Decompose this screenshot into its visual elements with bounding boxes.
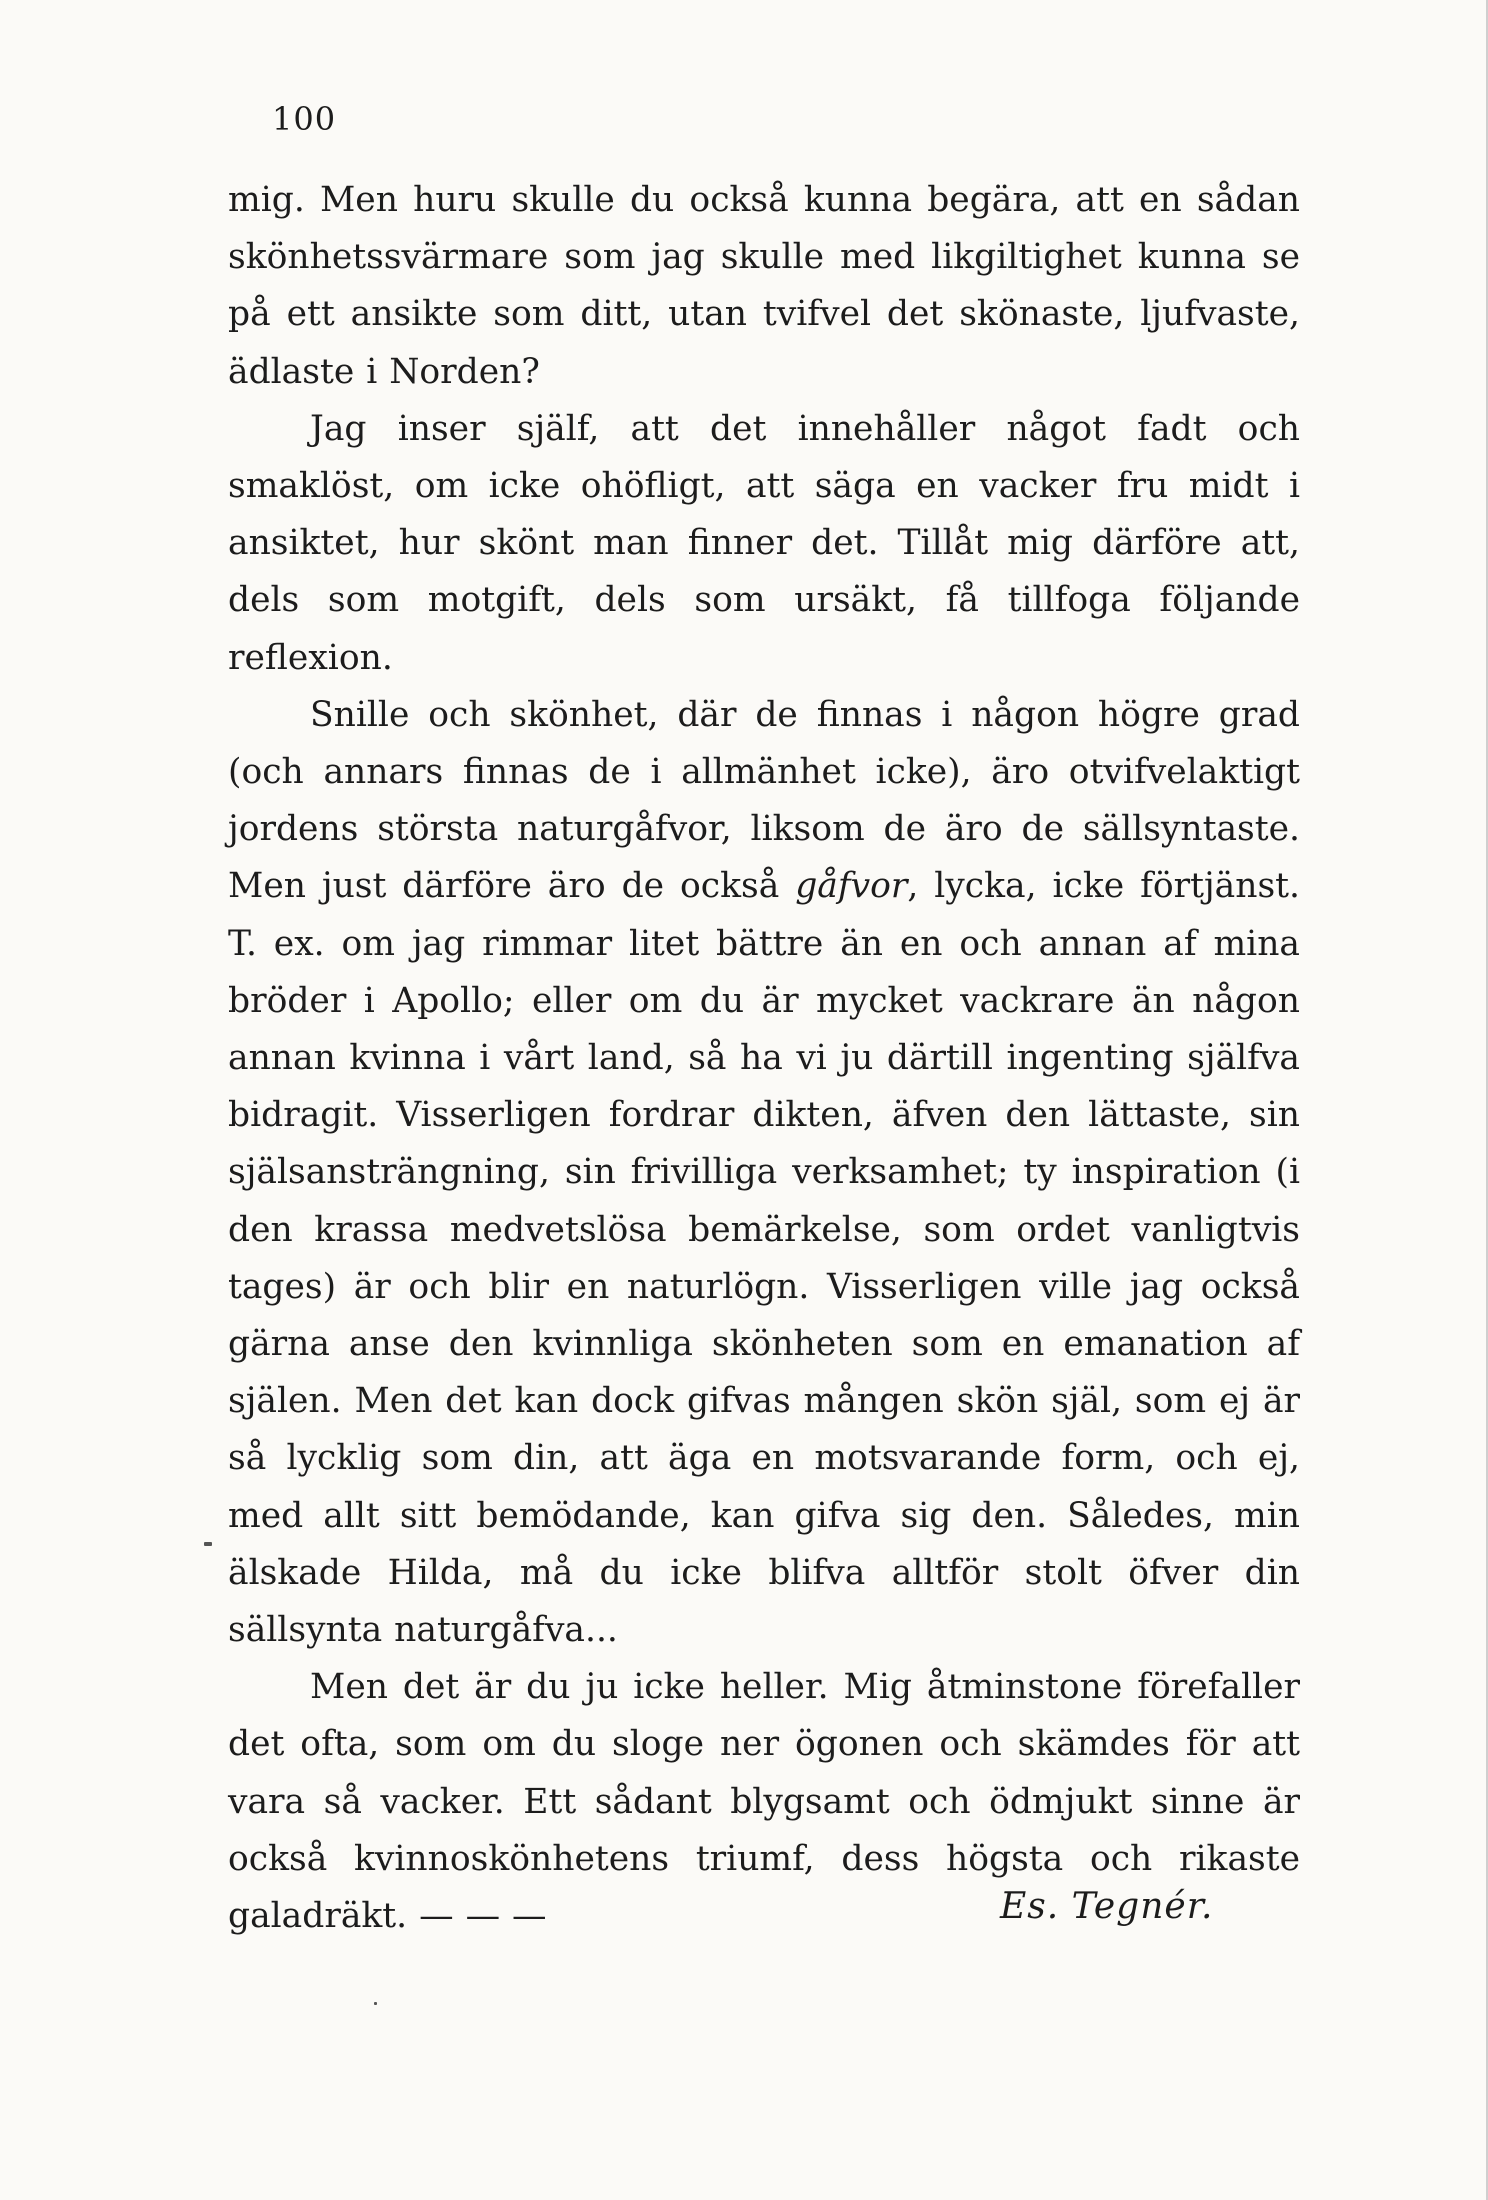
paragraph-1-text: mig. Men huru skulle du också kunna begära, att en sådan skönhetssvärmare som jag skulle med likgiltighet kunna se på ett ansikte som ditt, utan tvifvel det skönaste, ljufvaste, ädlaste i Norden? — [228, 180, 1300, 392]
paragraph-4-text: Men det är du ju icke heller. Mig åtminstone förefaller det ofta, som om du sloge ner ögonen och skämdes för att vara så vacker. Ett sådant blygsamt och ödmjukt sinne är också kvinnoskönhetens triumf, dess högsta och rikaste galadräkt. — — — — [228, 1667, 1300, 1937]
author-signature: Es. Tegnér. — [1000, 1886, 1214, 1927]
page-number: 100 — [272, 100, 337, 138]
paragraph-2-text: Jag inser själf, att det innehåller något fadt och smaklöst, om icke ohöfligt, att säga en vacker fru midt i ansiktet, hur skönt man finner det. Tillåt mig därföre att, dels som motgift, dels som ursäkt, få tillfoga följande reflexion. — [228, 408, 1300, 678]
paragraph-2 — [228, 401, 1300, 687]
speck — [374, 2002, 377, 2005]
paragraph-3 — [228, 687, 1300, 1659]
paragraph-3-text-b: , lycka, icke förtjänst. T. ex. om jag rimmar litet bättre än en och annan af mina bröder i Apollo; eller om du är mycket vackrare än någon annan kvinna i vårt land, så ha vi ju därtill ingenting själfva bidragit. Visserligen fordrar dikten, äfven den lättaste, sin själsansträngning, sin frivilliga verksamhet; ty inspiration (i den krassa medvetslösa bemärkelse, som ordet vanligtvis tages) är och blir en naturlögn. Visserligen ville jag också gärna anse den kvinnliga skönheten som en emanation af själen. Men det kan dock gifvas mången skön själ, som ej är så lycklig som din, att äga en motsvarande form, och ej, med allt sitt bemödande, kan gifva sig den. Således, min älskade Hilda, må du icke blifva alltför stolt öfver din sällsynta naturgåfva... — [228, 866, 1300, 1651]
emphasized-word: gåfvor — [795, 866, 908, 907]
body-text — [228, 172, 1300, 1945]
paragraph-3-text-a: Snille och skönhet, där de finnas i någon högre grad (och annars finnas de i allmänhet icke), äro otvifvelaktigt jordens största naturgåfvor, liksom de äro de sällsyntaste. Men just därföre äro de också — [228, 694, 1300, 907]
paragraph-1 — [228, 172, 1300, 401]
margin-mark — [204, 1542, 212, 1546]
